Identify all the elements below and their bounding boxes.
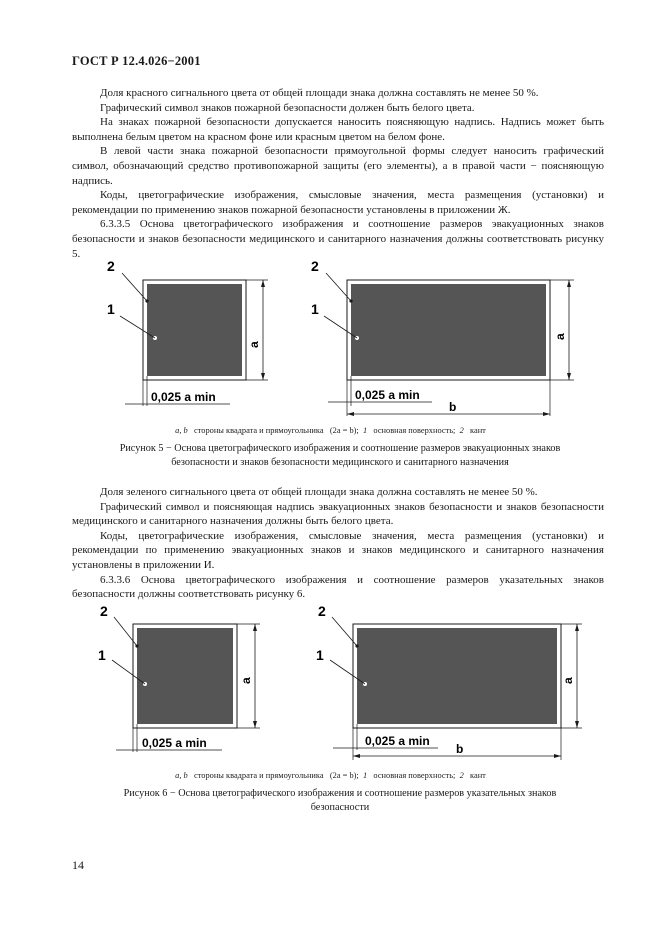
square-surface: [137, 628, 233, 724]
dim-a-label: a: [561, 677, 575, 684]
legend-term: a, b: [175, 426, 188, 435]
document-header: ГОСТ Р 12.4.026−2001: [72, 54, 201, 68]
dim-b-label: b: [449, 400, 457, 414]
legend-text: стороны квадрата и прямоугольника: [194, 771, 324, 780]
text-block-2: [72, 485, 604, 602]
arrow: [261, 280, 265, 287]
dim-border-label: 0,025 a min: [142, 736, 207, 750]
legend-term: a, b: [175, 771, 188, 780]
legend-relation: (2a = b);: [329, 771, 359, 780]
legend-text: кант: [470, 771, 486, 780]
paragraph: 6.3.3.5 Основа цветографического изображения и соотношение размеров эвакуационных знаков безопасности и знаков безопасности медицинского и санитарного назначения должны соответствовать рисунку 5.: [72, 218, 604, 260]
paragraph: На знаках пожарной безопасности допускается наносить поясняющую надпись. Надпись может быть выполнена белым цветом на красном фоне или красным цветом на белом фоне.: [72, 116, 604, 143]
figure-6-caption: [90, 787, 590, 814]
figure-5-drawing: [0, 256, 661, 416]
arrow: [543, 412, 550, 416]
label-1: 1: [98, 647, 106, 663]
paragraph: Коды, цветографические изображения, смысловые значения, места размещения (установки) и рекомендации по применению эвакуационных знаков и знаков медицинского и санитарного назначения установлены в приложении И.: [72, 529, 604, 571]
label-2: 2: [100, 603, 108, 619]
figure-5-caption: [90, 442, 590, 469]
paragraph: В левой части знака пожарной безопасности прямоугольной формы следует наносить графический символ, обозначающий средство противопожарной защиты (его элементы), а в правой части − поясняющую надпись.: [72, 145, 604, 187]
paragraph: Доля зеленого сигнального цвета от общей площади знака должна составлять не менее 50 %.: [100, 486, 538, 498]
caption-line: Рисунок 5 − Основа цветографического изображения и соотношение размеров эвакуационных знаков: [119, 443, 561, 454]
arrow: [261, 373, 265, 380]
square-surface: [147, 284, 242, 376]
paragraph: Доля красного сигнального цвета от общей площади знака должна составлять не менее 50 %.: [100, 87, 539, 99]
figure-6-legend: [0, 771, 661, 780]
page-number: 14: [72, 858, 84, 872]
label-2: 2: [311, 258, 319, 274]
legend-text: кант: [470, 426, 486, 435]
dim-b-label: b: [456, 742, 464, 756]
legend-relation: (2a = b);: [329, 426, 359, 435]
figure-6-drawing: [0, 600, 661, 760]
legend-term: 2: [459, 771, 464, 780]
dim-a-label: a: [239, 677, 253, 684]
legend-text: основная поверхность;: [373, 426, 456, 435]
rectangle-surface: [357, 628, 557, 724]
figure-6: [0, 600, 661, 760]
arrow: [575, 624, 579, 631]
figure-5: [0, 256, 661, 416]
caption-line: Рисунок 6 − Основа цветографического изображения и соотношение размеров указательных знаков: [123, 788, 557, 799]
label-1: 1: [107, 301, 115, 317]
dim-a-label: a: [553, 333, 567, 340]
arrow: [567, 280, 571, 287]
arrow: [253, 624, 257, 631]
arrow: [554, 754, 561, 758]
arrow: [353, 754, 360, 758]
label-2: 2: [107, 258, 115, 274]
dim-border-label: 0,025 a min: [365, 734, 430, 748]
paragraph: Графический символ знаков пожарной безопасности должен быть белого цвета.: [100, 101, 475, 114]
legend-term: 2: [459, 426, 464, 435]
legend-text: основная поверхность;: [373, 771, 456, 780]
legend-term: 1: [362, 771, 368, 780]
paragraph: 6.3.3.6 Основа цветографического изображения и соотношение размеров указательных знаков безопасности должны соответствовать рисунку 6.: [72, 573, 604, 601]
caption-line: безопасности и знаков безопасности медицинского и санитарного назначения: [171, 456, 509, 468]
dim-border-label: 0,025 a min: [151, 390, 216, 404]
label-1: 1: [316, 647, 324, 663]
arrow: [575, 721, 579, 728]
paragraph: Коды, цветографические изображения, смысловые значения, места размещения (установки) и рекомендации по применению знаков пожарной безопасности установлены в приложении Ж.: [72, 189, 604, 216]
rectangle-surface: [351, 284, 546, 376]
paragraph: Графический символ и поясняющая надпись эвакуационных знаков безопасности и знаков безопасности медицинского и санитарного назначения должны быть белого цвета.: [72, 500, 604, 528]
arrow: [567, 373, 571, 380]
dim-border-label: 0,025 a min: [355, 388, 420, 402]
arrow: [347, 412, 354, 416]
figure-5-legend: [0, 426, 661, 435]
label-1: 1: [311, 301, 319, 317]
legend-text: стороны квадрата и прямоугольника: [194, 426, 324, 435]
legend-term: 1: [362, 426, 368, 435]
caption-line: безопасности: [310, 801, 370, 813]
arrow: [253, 721, 257, 728]
dim-a-label: a: [247, 341, 261, 348]
label-2: 2: [318, 603, 326, 619]
text-block-1: [72, 86, 604, 261]
